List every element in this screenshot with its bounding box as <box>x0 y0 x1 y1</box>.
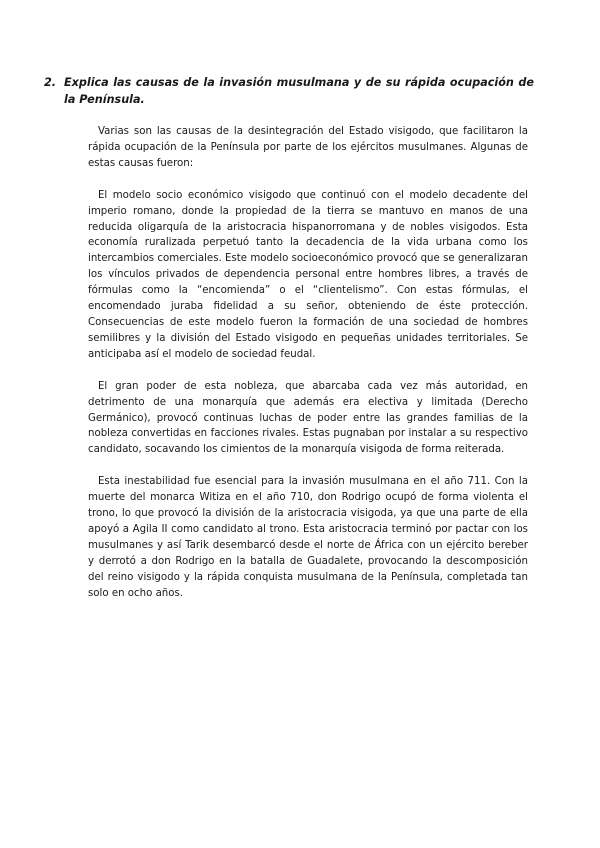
paragraph-socioeconomic-model: El modelo socio económico visigodo que continuó con el modelo decadente del imperio romano, donde la propiedad de la tierra se mantuvo en manos de una reducida oligarquía de la aristocracia hispanorromana y de nobles visigodos. Esta economía ruralizada perpetuó tanto la decadencia de la vida urbana como los intercambios comerciales. Este modelo socioeconómico provocó que se generalizaran los vínculos privados de dependencia personal entre hombres libres, a través de fórmulas como la “encomienda” o el “clientelismo”. Con estas fórmulas, el encomendado juraba fidelidad a su señor, obteniendo de éste protección. Consecuencias de este modelo fueron la formación de una sociedad de hombres semilibres y la división del Estado visigodo en pequeñas unidades territoriales. Se anticipaba así el modelo de sociedad feudal. <box>88 189 528 360</box>
question-heading <box>44 74 534 108</box>
question-number: 2. <box>44 76 57 89</box>
paragraph-nobility-power: El gran poder de esta nobleza, que abarcaba cada vez más autoridad, en detrimento de una monarquía que además era electiva y limitada (Derecho Germánico), provocó continuas luchas de poder entre las grandes familias de la nobleza convertidas en facciones rivales. Estas pugnaban por instalar a su respectivo candidato, socavando los cimientos de la monarquía visigoda de forma reiterada. <box>88 380 528 456</box>
answer-body <box>88 124 528 617</box>
paragraph-invasion: Esta inestabilidad fue esencial para la invasión musulmana en el año 711. Con la muerte del monarca Witiza en el año 710, don Rodrigo ocupó de forma violenta el trono, lo que provocó la división de la aristocracia visigoda, ya que una parte de ella apoyó a Agila II como candidato al trono. Esta aristocracia terminó por pactar con los musulmanes y así Tarik desembarcó desde el norte de África con un ejército bereber y derrotó a don Rodrigo en la batalla de Guadalete, provocando la descomposición del reino visigodo y la rápida conquista musulmana de la Península, completada tan solo en ocho años. <box>88 476 528 599</box>
paragraph-intro: Varias son las causas de la desintegración del Estado visigodo, que facilitaron la rápida ocupación de la Península por parte de los ejércitos musulmanes. Algunas de estas causas fueron: <box>88 126 528 169</box>
question-text: Explica las causas de la invasión musulmana y de su rápida ocupación de la Península. <box>64 76 534 106</box>
